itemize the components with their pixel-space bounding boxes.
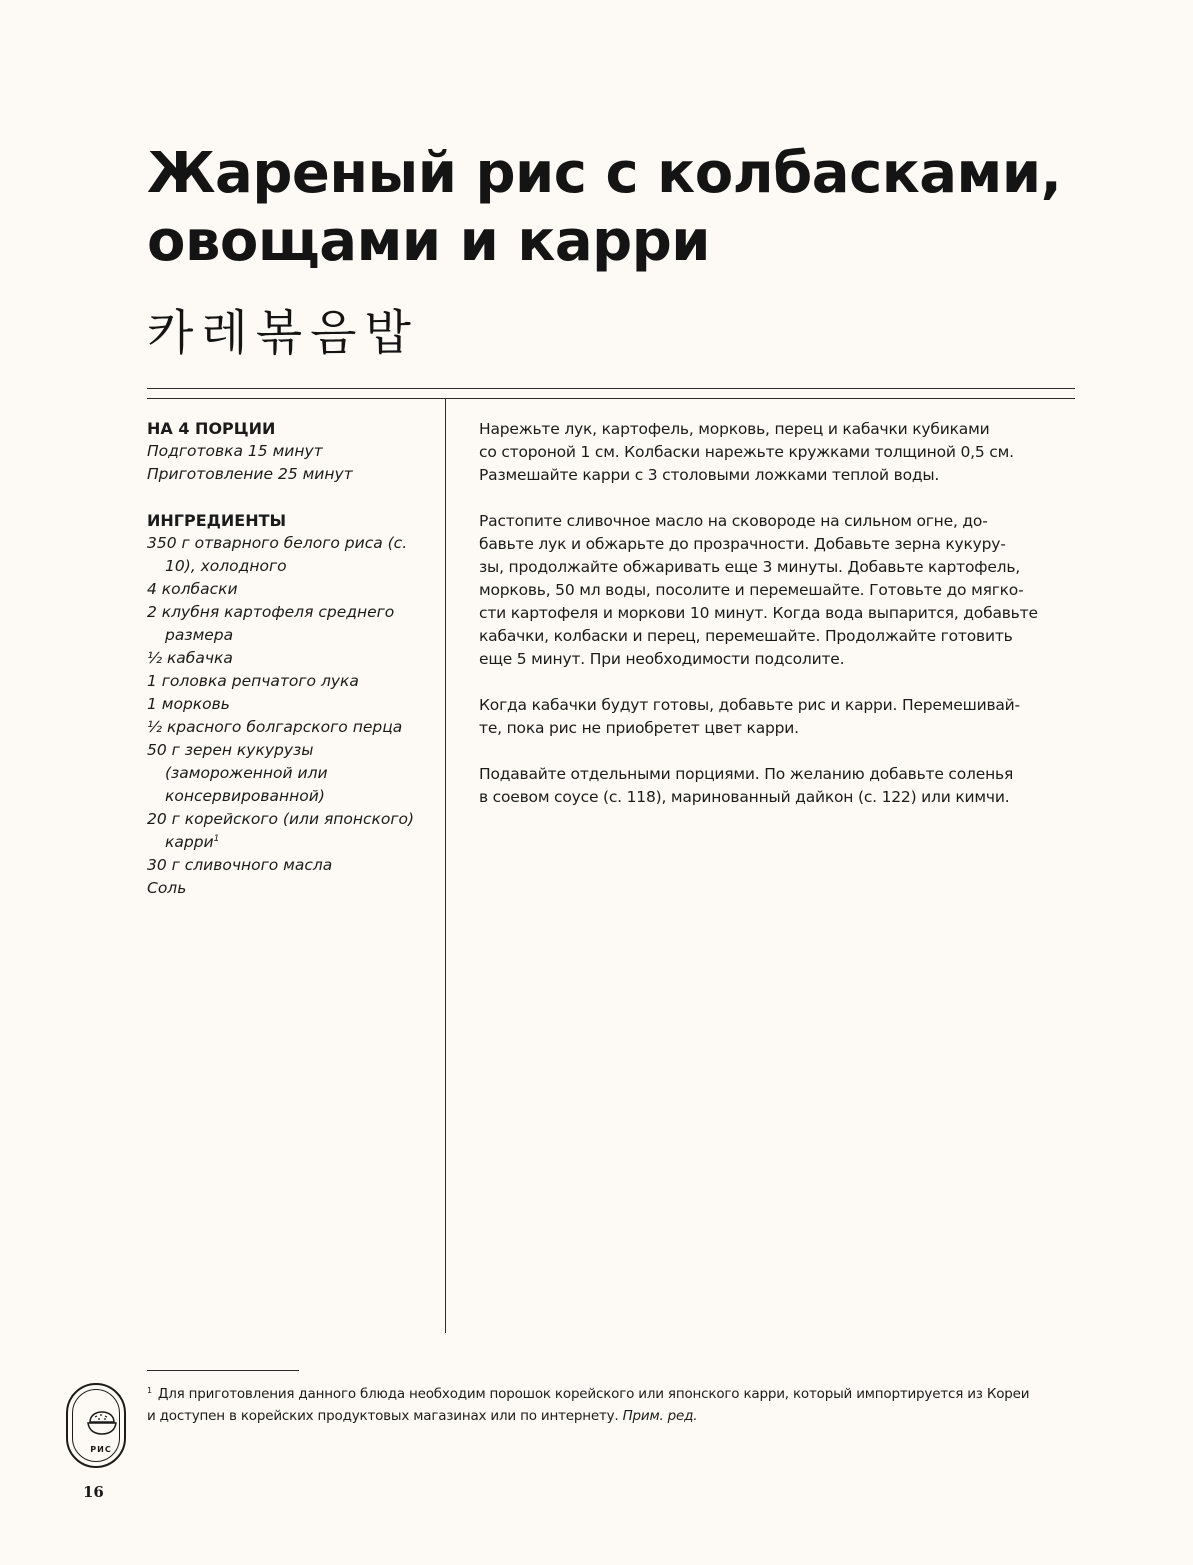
instructions [479, 418, 1079, 832]
instruction-line: Размешайте карри с 3 столовыми ложками теплой воды. [479, 466, 940, 484]
ingredient-item: Соль [147, 879, 187, 897]
instruction-line: еще 5 минут. При необходимости подсолите. [479, 650, 845, 668]
instruction-paragraph [479, 763, 1079, 809]
ingredient-item: 1 морковь [147, 695, 230, 713]
editor-note: Прим. ред. [622, 1408, 698, 1424]
instruction-line: морковь, 50 мл воды, посолите и перемешайте. Готовьте до мягко- [479, 581, 1024, 599]
servings-heading: НА 4 ПОРЦИИ [147, 419, 276, 438]
footnote-text: Для приготовления данного блюда необходим порошок корейского или японского карри, который импортируется из Кореи [157, 1386, 1030, 1402]
instruction-line: кабачки, колбаски и перец, перемешайте. Продолжайте готовить [479, 627, 1013, 645]
column-divider [445, 398, 446, 1333]
instruction-paragraph [479, 694, 1079, 740]
ingredient-item: ½ кабачка [147, 649, 233, 667]
footnote-line [147, 1405, 1077, 1427]
instruction-line: сти картофеля и моркови 10 минут. Когда вода выпарится, добавьте [479, 604, 1038, 622]
sidebar [147, 417, 432, 900]
instruction-line: те, пока рис не приобретет цвет карри. [479, 719, 799, 737]
ingredient-item-with-note [147, 808, 432, 854]
footnote-mark: 1 [147, 1385, 152, 1395]
footnote-divider [147, 1370, 299, 1371]
instruction-line: в соевом соусе (с. 118), маринованный дайкон (с. 122) или кимчи. [479, 788, 1010, 806]
ingredient-item: 1 головка репчатого лука [147, 672, 359, 690]
ingredient-item: 2 клубня картофеля среднего размера [147, 603, 395, 644]
footnote-line [147, 1383, 1077, 1405]
divider-top [147, 388, 1075, 389]
ingredient-item: ½ красного болгарского перца [147, 718, 403, 736]
footnote-text: и доступен в корейских продуктовых магазинах или по интернету. [147, 1408, 619, 1424]
instruction-line: Когда кабачки будут готовы, добавьте рис и карри. Перемешивай- [479, 696, 1020, 714]
instruction-line: Подавайте отдельными порциями. По желанию добавьте соленья [479, 765, 1014, 783]
recipe-title [147, 140, 1107, 276]
ingredients-list [147, 532, 432, 900]
footnote [147, 1383, 1077, 1427]
instruction-line: Растопите сливочное масло на сковороде на сильном огне, до- [479, 512, 988, 530]
recipe-title-line: Жареный рис с колбасками, [147, 141, 1062, 206]
rice-bowl-icon [85, 1408, 119, 1438]
recipe-title-line: овощами и карри [147, 209, 711, 274]
divider-bottom [147, 398, 1075, 399]
ingredient-item: 50 г зерен кукурузы (замороженной или консервированной) [147, 741, 328, 805]
instruction-line: Нарежьте лук, картофель, морковь, перец и кабачки кубиками [479, 420, 990, 438]
instruction-line: со стороной 1 см. Колбаски нарежьте кружками толщиной 0,5 см. [479, 443, 1014, 461]
badge-inner-frame [72, 1389, 120, 1462]
ingredient-item: 350 г отварного белого риса (с. 10), холодного [147, 534, 408, 575]
ingredients-heading: ИНГРЕДИЕНТЫ [147, 511, 287, 530]
cook-time: Приготовление 25 минут [147, 465, 353, 483]
ingredient-item: 30 г сливочного масла [147, 856, 333, 874]
instruction-paragraph [479, 418, 1079, 487]
instruction-line: бавьте лук и обжарьте до прозрачности. Добавьте зерна кукуру- [479, 535, 1006, 553]
korean-title: 카레볶음밥 [147, 305, 419, 361]
ingredient-text: 20 г корейского (или японского) карри [147, 810, 415, 851]
section-badge [66, 1383, 126, 1468]
instruction-line: зы, продолжайте обжаривать еще 3 минуты. Добавьте картофель, [479, 558, 1021, 576]
page-number: 16 [83, 1483, 104, 1501]
prep-time: Подготовка 15 минут [147, 442, 323, 460]
instruction-paragraph [479, 510, 1079, 671]
footnote-ref: 1 [213, 833, 220, 844]
ingredient-item: 4 колбаски [147, 580, 238, 598]
badge-label: РИС [90, 1445, 112, 1454]
